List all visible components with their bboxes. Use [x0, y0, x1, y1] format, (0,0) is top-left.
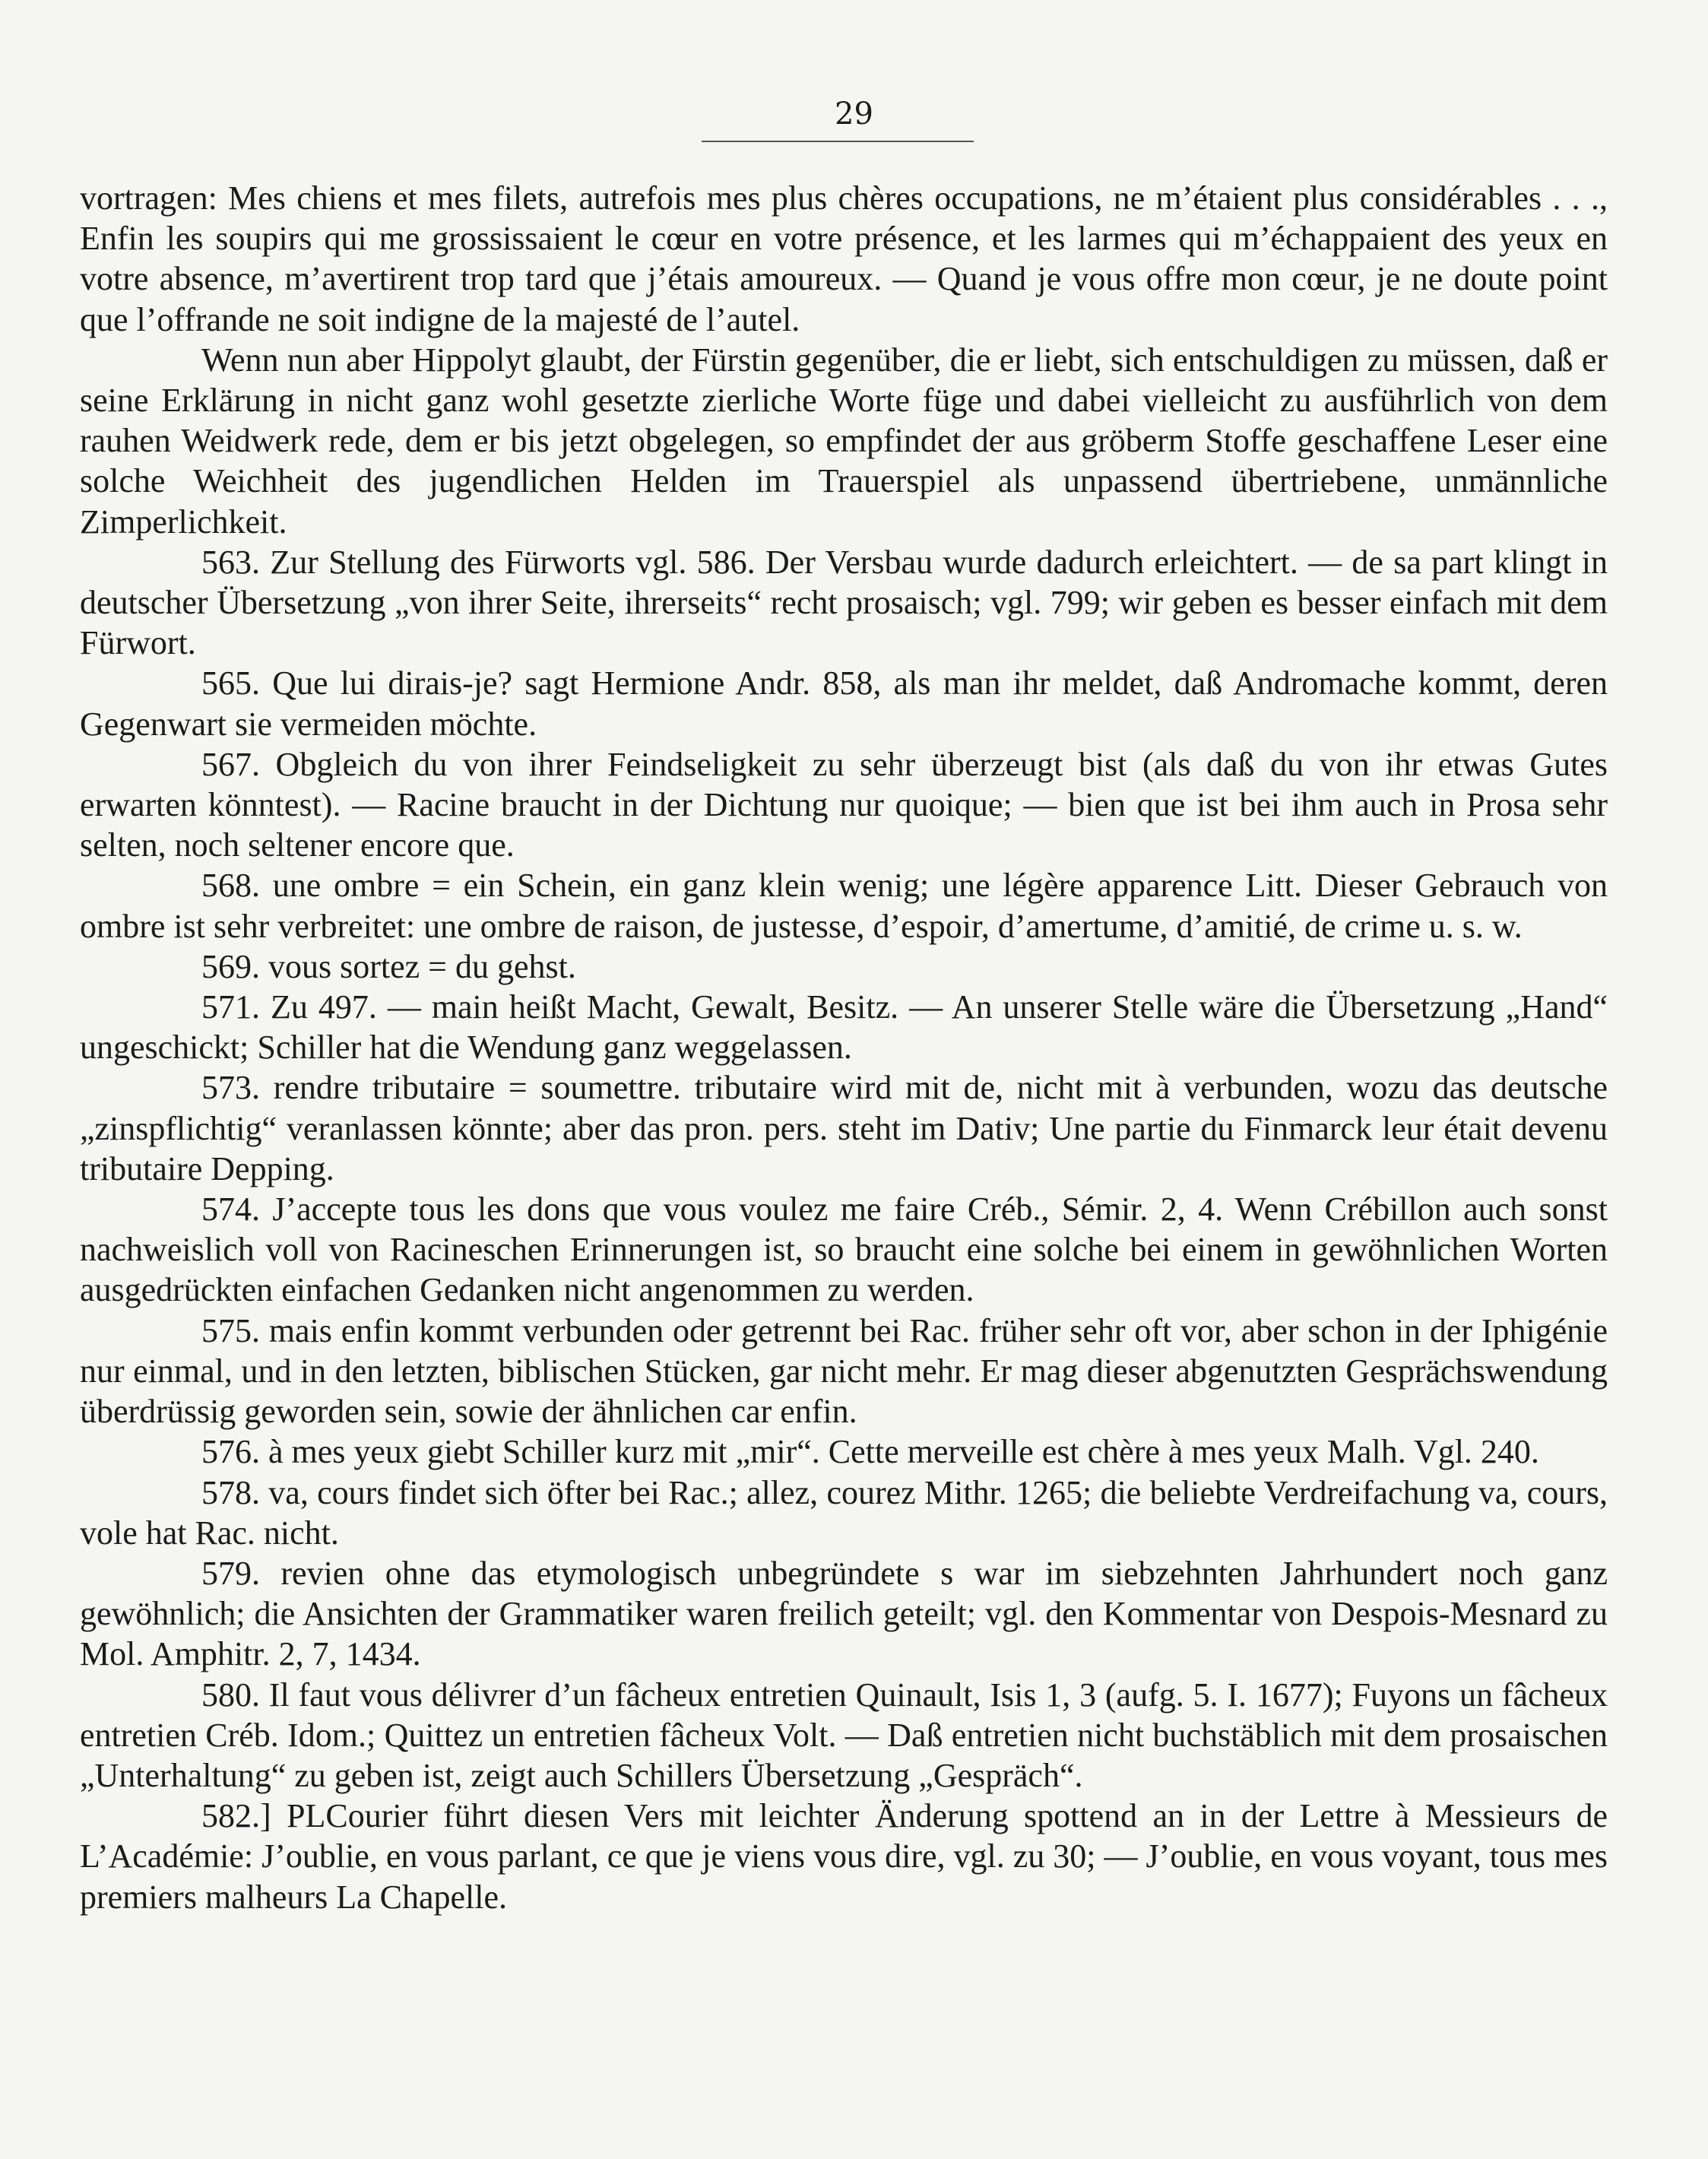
note-579: 579. revien ohne das etymologisch unbegründete s war im siebzehnten Jahrhundert noch ganz gewöhnlich; die Ansichten der Grammatiker waren freilich geteilt; vgl. den Kommentar von Despois-Mesnard zu Mol. Amphitr. 2, 7, 1434. [80, 1554, 1608, 1673]
note-574: 574. J’accepte tous les dons que vous voulez me faire Créb., Sémir. 2, 4. Wenn Crébillon auch sonst nachweislich voll von Racineschen Erinnerungen ist, so braucht eine solche bei einem in gewöhnlichen Worten ausgedrückten einfachen Gedanken nicht angenommen zu werden. [80, 1190, 1608, 1309]
commentary-text [80, 178, 1608, 1917]
note-563: 563. Zur Stellung des Fürworts vgl. 586. Der Versbau wurde dadurch erleichtert. — de sa part klingt in deutscher Übersetzung „von ihrer Seite, ihrerseits“ recht prosaisch; vgl. 799; wir geben es besser einfach mit dem Fürwort. [80, 543, 1608, 662]
note-569: 569. vous sortez = du gehst. [201, 947, 576, 985]
note-578: 578. va, cours findet sich öfter bei Rac.; allez, courez Mithr. 1265; die beliebte Verdreifachung va, cours, vole hat Rac. nicht. [80, 1473, 1608, 1552]
page-number: 29 [835, 97, 873, 132]
note-565: 565. Que lui dirais-je? sagt Hermione Andr. 858, als man ihr meldet, daß Andromache kommt, deren Gegenwart sie vermeiden möchte. [80, 664, 1608, 743]
note-580: 580. Il faut vous délivrer d’un fâcheux entretien Quinault, Isis 1, 3 (aufg. 5. I. 1677); Fuyons un fâcheux entretien Créb. Idom.; Quittez un entretien fâcheux Volt. — Daß entretien nicht buchstäblich mit dem prosaischen „Unterhaltung“ zu geben ist, zeigt auch Schillers Übersetzung „Gespräch“. [80, 1676, 1608, 1794]
note-571: 571. Zu 497. — main heißt Macht, Gewalt, Besitz. — An unserer Stelle wäre die Übersetzung „Hand“ ungeschickt; Schiller hat die Wendung ganz weggelassen. [80, 988, 1608, 1067]
note-582: 582.] PLCourier führt diesen Vers mit leichter Änderung spottend an in der Lettre à Messieurs de L’Académie: J’oublie, en vous parlant, ce que je viens vous dire, vgl. zu 30; — J’oublie, en vous voyant, tous mes premiers malheurs La Chapelle. [80, 1797, 1608, 1916]
note-575: 575. mais enfin kommt verbunden oder getrennt bei Rac. früher sehr oft vor, aber schon in der Iphigénie nur einmal, und in den letzten, biblischen Stücken, gar nicht mehr. Er mag dieser abgenutzten Gesprächswendung überdrüssig geworden sein, sowie der ähnlichen car enfin. [80, 1311, 1608, 1431]
header-rule [702, 141, 974, 142]
note-573: 573. rendre tributaire = soumettre. tributaire wird mit de, nicht mit à verbunden, wozu das deutsche „zinspflichtig“ veranlassen könnte; aber das pron. pers. steht im Dativ; Une partie du Finmarck leur était devenu tributaire Depping. [80, 1069, 1608, 1187]
paragraph-quote-continuation: vortragen: Mes chiens et mes filets, autrefois mes plus chères occupations, ne m’étaient plus considérables . . ., Enfin les soupirs qui me grossissaient le cœur en votre présence, et les larmes qui m’échappaient des yeux en votre absence, m’avertirent trop tard que j’étais amoureux. — Quand je vous offre mon cœur, je ne doute point que l’offrande ne soit indigne de la majesté de l’autel. [80, 179, 1608, 338]
note-567: 567. Obgleich du von ihrer Feindseligkeit zu sehr überzeugt bist (als daß du von ihr etwas Gutes erwarten könntest). — Racine braucht in der Dichtung nur quoique; — bien que ist bei ihm auch in Prosa sehr selten, noch seltener encore que. [80, 745, 1608, 864]
note-576: 576. à mes yeux giebt Schiller kurz mit „mir“. Cette merveille est chère à mes yeux Malh. Vgl. 240. [201, 1433, 1539, 1471]
note-568: 568. une ombre = ein Schein, ein ganz klein wenig; une légère apparence Litt. Dieser Gebrauch von ombre ist sehr verbreitet: une ombre de raison, de justesse, d’espoir, d’amertume, d’amitié, de crime u. s. w. [80, 867, 1608, 945]
paragraph-hippolyt: Wenn nun aber Hippolyt glaubt, der Fürstin gegenüber, die er liebt, sich entschuldigen zu müssen, daß er seine Erklärung in nicht ganz wohl gesetzte zierliche Worte füge und dabei vielleicht zu ausführlich von dem rauhen Weidwerk rede, dem er bis jetzt obgelegen, so empfindet der aus gröberm Stoffe geschaffene Leser eine solche Weichheit des jugendlichen Helden im Trauerspiel als unpassend übertriebene, unmännliche Zimperlichkeit. [80, 341, 1608, 541]
